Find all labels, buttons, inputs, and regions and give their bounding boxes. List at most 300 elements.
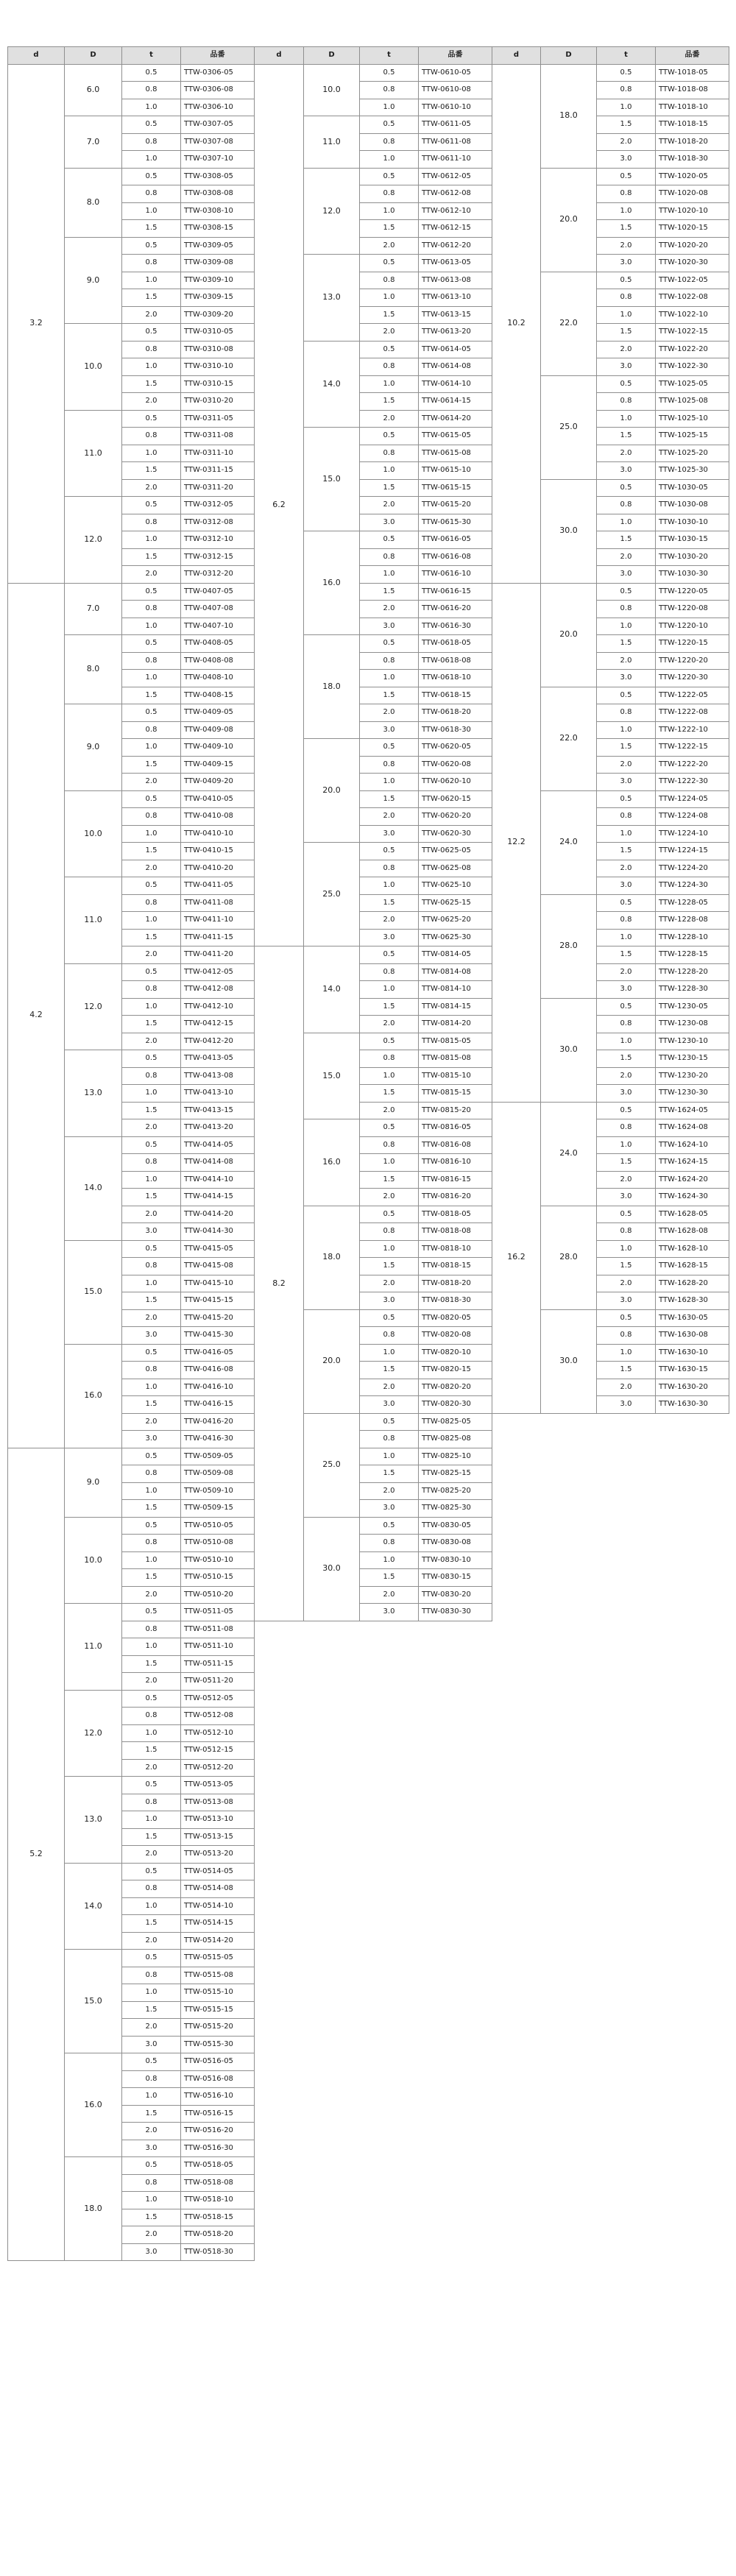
part-number-cell: TTW-0409-20 [181, 774, 255, 791]
part-number-cell: TTW-0312-08 [181, 514, 255, 531]
thickness-cell: 1.5 [122, 2105, 181, 2123]
part-number-cell: TTW-0415-05 [181, 1240, 255, 1258]
spec-table-3 [492, 46, 729, 1414]
part-number-cell: TTW-0818-05 [419, 1206, 492, 1223]
part-number-cell: TTW-1030-20 [656, 548, 729, 566]
outer-diameter-cell: 28.0 [541, 894, 597, 998]
part-number-cell: TTW-0618-08 [419, 652, 492, 670]
thickness-cell: 0.5 [360, 1517, 419, 1535]
thickness-cell: 1.5 [122, 1102, 181, 1119]
thickness-cell: 0.8 [360, 1327, 419, 1345]
thickness-cell: 0.5 [597, 998, 656, 1016]
part-number-cell: TTW-0412-15 [181, 1016, 255, 1033]
thickness-cell: 0.5 [122, 237, 181, 255]
thickness-cell: 1.0 [122, 1171, 181, 1189]
thickness-cell: 0.8 [122, 1708, 181, 1725]
thickness-cell: 0.5 [360, 64, 419, 82]
thickness-cell: 1.5 [122, 1915, 181, 1933]
outer-diameter-cell: 15.0 [65, 1240, 122, 1344]
thickness-cell: 0.5 [122, 410, 181, 428]
thickness-cell: 1.0 [122, 1897, 181, 1915]
thickness-cell: 3.0 [597, 774, 656, 791]
thickness-cell: 1.0 [597, 306, 656, 324]
thickness-cell: 1.5 [597, 428, 656, 445]
part-number-cell: TTW-0412-08 [181, 981, 255, 999]
thickness-cell: 0.5 [122, 1777, 181, 1794]
part-number-cell: TTW-0815-05 [419, 1033, 492, 1050]
part-number-cell: TTW-0610-10 [419, 99, 492, 116]
part-number-cell: TTW-1020-30 [656, 255, 729, 272]
part-number-cell: TTW-1022-08 [656, 289, 729, 307]
thickness-cell: 0.8 [122, 1067, 181, 1085]
part-number-cell: TTW-0415-08 [181, 1258, 255, 1275]
thickness-cell: 3.0 [597, 151, 656, 169]
part-number-cell: TTW-0410-05 [181, 790, 255, 808]
thickness-cell: 2.0 [360, 912, 419, 930]
part-number-cell: TTW-0815-15 [419, 1085, 492, 1103]
thickness-cell: 0.8 [360, 548, 419, 566]
thickness-cell: 1.0 [360, 99, 419, 116]
part-number-cell: TTW-0815-20 [419, 1102, 492, 1119]
part-number-cell: TTW-0614-05 [419, 341, 492, 358]
thickness-cell: 3.0 [122, 2036, 181, 2053]
part-number-cell: TTW-0614-15 [419, 393, 492, 411]
part-number-cell: TTW-0615-05 [419, 428, 492, 445]
thickness-cell: 0.8 [597, 1016, 656, 1033]
thickness-cell: 2.0 [122, 2019, 181, 2037]
part-number-cell: TTW-0511-15 [181, 1655, 255, 1673]
part-number-cell: TTW-1222-05 [656, 687, 729, 704]
thickness-cell: 1.0 [360, 375, 419, 393]
outer-diameter-cell: 28.0 [541, 1206, 597, 1309]
thickness-cell: 0.8 [122, 652, 181, 670]
thickness-cell: 2.0 [360, 1275, 419, 1292]
outer-diameter-cell: 12.0 [304, 168, 360, 255]
thickness-cell: 2.0 [597, 341, 656, 358]
outer-diameter-cell: 24.0 [541, 790, 597, 894]
thickness-cell: 1.0 [360, 1154, 419, 1172]
outer-diameter-cell: 22.0 [541, 272, 597, 375]
part-number-cell: TTW-0411-20 [181, 946, 255, 964]
thickness-cell: 2.0 [360, 497, 419, 514]
part-number-cell: TTW-1018-20 [656, 133, 729, 151]
outer-diameter-cell: 14.0 [304, 341, 360, 428]
part-number-cell: TTW-0414-05 [181, 1136, 255, 1154]
table-row [255, 64, 492, 82]
part-number-cell: TTW-1020-20 [656, 237, 729, 255]
thickness-cell: 2.0 [597, 548, 656, 566]
thickness-cell: 1.0 [122, 358, 181, 376]
part-number-cell: TTW-0818-10 [419, 1240, 492, 1258]
thickness-cell: 1.5 [360, 1465, 419, 1483]
thickness-cell: 2.0 [597, 1067, 656, 1085]
thickness-cell: 0.8 [597, 82, 656, 99]
part-number-cell: TTW-0511-20 [181, 1673, 255, 1691]
thickness-cell: 0.5 [122, 877, 181, 895]
column-header-thickness: t [360, 47, 419, 65]
part-number-cell: TTW-0830-20 [419, 1586, 492, 1604]
part-number-cell: TTW-1630-30 [656, 1396, 729, 1414]
thickness-cell: 1.5 [360, 790, 419, 808]
part-number-cell: TTW-1628-05 [656, 1206, 729, 1223]
outer-diameter-cell: 9.0 [65, 704, 122, 791]
column-header-part-number: 品番 [419, 47, 492, 65]
thickness-cell: 3.0 [360, 618, 419, 635]
part-number-cell: TTW-0409-15 [181, 756, 255, 774]
thickness-cell: 2.0 [597, 133, 656, 151]
outer-diameter-cell: 25.0 [541, 375, 597, 479]
outer-diameter-cell: 12.0 [65, 497, 122, 584]
part-number-cell: TTW-0414-30 [181, 1223, 255, 1241]
thickness-cell: 1.0 [122, 272, 181, 289]
thickness-cell: 2.0 [122, 774, 181, 791]
thickness-cell: 0.5 [122, 1950, 181, 1967]
part-number-cell: TTW-1025-08 [656, 393, 729, 411]
thickness-cell: 2.0 [597, 1171, 656, 1189]
thickness-cell: 3.0 [597, 981, 656, 999]
part-number-cell: TTW-0310-08 [181, 341, 255, 358]
part-number-cell: TTW-0514-20 [181, 1932, 255, 1950]
column-header-inner-diameter: d [492, 47, 541, 65]
thickness-cell: 1.0 [122, 1811, 181, 1829]
part-number-cell: TTW-0307-08 [181, 133, 255, 151]
part-number-cell: TTW-0510-20 [181, 1586, 255, 1604]
thickness-cell: 1.0 [360, 1240, 419, 1258]
part-number-cell: TTW-0510-10 [181, 1551, 255, 1569]
thickness-cell: 2.0 [122, 946, 181, 964]
thickness-cell: 0.5 [122, 64, 181, 82]
thickness-cell: 0.5 [122, 790, 181, 808]
thickness-cell: 1.0 [597, 825, 656, 843]
thickness-cell: 3.0 [597, 1085, 656, 1103]
outer-diameter-cell: 9.0 [65, 1448, 122, 1517]
part-number-cell: TTW-0814-15 [419, 998, 492, 1016]
thickness-cell: 0.8 [122, 428, 181, 445]
part-number-cell: TTW-0307-05 [181, 116, 255, 134]
part-number-cell: TTW-0511-08 [181, 1621, 255, 1638]
thickness-cell: 0.5 [360, 1206, 419, 1223]
part-number-cell: TTW-0416-20 [181, 1413, 255, 1431]
part-number-cell: TTW-1030-15 [656, 531, 729, 549]
thickness-cell: 1.5 [597, 946, 656, 964]
thickness-cell: 1.5 [122, 1655, 181, 1673]
part-number-cell: TTW-0615-08 [419, 445, 492, 462]
thickness-cell: 0.8 [597, 1223, 656, 1241]
part-number-cell: TTW-0514-10 [181, 1897, 255, 1915]
thickness-cell: 0.8 [360, 652, 419, 670]
part-number-cell: TTW-0413-10 [181, 1085, 255, 1103]
thickness-cell: 1.5 [122, 1828, 181, 1846]
outer-diameter-cell: 8.0 [65, 168, 122, 237]
thickness-cell: 3.0 [597, 670, 656, 687]
thickness-cell: 1.0 [597, 99, 656, 116]
part-number-cell: TTW-0516-15 [181, 2105, 255, 2123]
header-row [255, 47, 492, 65]
part-number-cell: TTW-0618-30 [419, 721, 492, 739]
thickness-cell: 0.5 [597, 272, 656, 289]
thickness-cell: 0.8 [122, 2174, 181, 2192]
part-number-cell: TTW-0820-30 [419, 1396, 492, 1414]
thickness-cell: 0.5 [122, 1517, 181, 1535]
part-number-cell: TTW-0414-20 [181, 1206, 255, 1223]
part-number-cell: TTW-0625-30 [419, 929, 492, 946]
thickness-cell: 2.0 [122, 1413, 181, 1431]
column-header-outer-diameter: D [65, 47, 122, 65]
part-number-cell: TTW-1630-08 [656, 1327, 729, 1345]
thickness-cell: 1.5 [122, 843, 181, 860]
thickness-cell: 1.0 [122, 2088, 181, 2106]
thickness-cell: 2.0 [597, 1275, 656, 1292]
part-number-cell: TTW-0513-10 [181, 1811, 255, 1829]
thickness-cell: 3.0 [122, 2243, 181, 2261]
part-number-cell: TTW-1025-05 [656, 375, 729, 393]
thickness-cell: 0.5 [122, 497, 181, 514]
part-number-cell: TTW-1018-08 [656, 82, 729, 99]
part-number-cell: TTW-0309-08 [181, 255, 255, 272]
thickness-cell: 1.5 [122, 1189, 181, 1206]
thickness-cell: 0.8 [597, 704, 656, 722]
part-number-cell: TTW-0415-10 [181, 1275, 255, 1292]
part-number-cell: TTW-0409-08 [181, 721, 255, 739]
part-number-cell: TTW-0309-10 [181, 272, 255, 289]
thickness-cell: 1.5 [360, 998, 419, 1016]
table-row [492, 64, 729, 82]
thickness-cell: 0.5 [122, 2157, 181, 2175]
outer-diameter-cell: 13.0 [65, 1050, 122, 1137]
thickness-cell: 1.0 [122, 151, 181, 169]
part-number-cell: TTW-0308-05 [181, 168, 255, 185]
part-number-cell: TTW-0416-15 [181, 1396, 255, 1414]
outer-diameter-cell: 20.0 [304, 739, 360, 843]
thickness-cell: 2.0 [122, 1033, 181, 1050]
thickness-cell: 3.0 [597, 1292, 656, 1310]
thickness-cell: 0.5 [360, 739, 419, 757]
part-number-cell: TTW-0830-10 [419, 1551, 492, 1569]
thickness-cell: 0.5 [597, 64, 656, 82]
header-row [8, 47, 255, 65]
thickness-cell: 1.0 [597, 514, 656, 531]
thickness-cell: 0.8 [360, 1136, 419, 1154]
part-number-cell: TTW-0818-30 [419, 1292, 492, 1310]
thickness-cell: 0.5 [122, 1863, 181, 1880]
part-number-cell: TTW-0413-05 [181, 1050, 255, 1068]
thickness-cell: 0.5 [122, 963, 181, 981]
part-number-cell: TTW-0816-08 [419, 1136, 492, 1154]
thickness-cell: 0.5 [597, 894, 656, 912]
thickness-cell: 3.0 [597, 1396, 656, 1414]
part-number-cell: TTW-0415-20 [181, 1309, 255, 1327]
thickness-cell: 1.5 [597, 116, 656, 134]
thickness-cell: 3.0 [360, 721, 419, 739]
thickness-cell: 1.5 [360, 583, 419, 601]
thickness-cell: 0.8 [597, 912, 656, 930]
thickness-cell: 2.0 [360, 601, 419, 618]
part-number-cell: TTW-0512-08 [181, 1708, 255, 1725]
part-number-cell: TTW-0814-10 [419, 981, 492, 999]
thickness-cell: 0.8 [122, 1154, 181, 1172]
thickness-cell: 0.8 [122, 894, 181, 912]
part-number-cell: TTW-0610-08 [419, 82, 492, 99]
part-number-cell: TTW-1228-30 [656, 981, 729, 999]
part-number-cell: TTW-0311-10 [181, 445, 255, 462]
outer-diameter-cell: 24.0 [541, 1102, 597, 1206]
part-number-cell: TTW-0818-08 [419, 1223, 492, 1241]
thickness-cell: 0.8 [122, 82, 181, 99]
part-number-cell: TTW-0310-15 [181, 375, 255, 393]
thickness-cell: 0.8 [122, 1621, 181, 1638]
part-number-cell: TTW-0618-10 [419, 670, 492, 687]
thickness-cell: 1.0 [122, 1275, 181, 1292]
thickness-cell: 2.0 [122, 2123, 181, 2140]
part-number-cell: TTW-1220-10 [656, 618, 729, 635]
part-number-cell: TTW-0509-10 [181, 1482, 255, 1500]
thickness-cell: 2.0 [122, 2226, 181, 2244]
thickness-cell: 0.8 [122, 1967, 181, 1984]
thickness-cell: 3.0 [360, 929, 419, 946]
thickness-cell: 0.5 [360, 1309, 419, 1327]
thickness-cell: 2.0 [360, 1189, 419, 1206]
part-number-cell: TTW-0518-30 [181, 2243, 255, 2261]
outer-diameter-cell: 10.0 [304, 64, 360, 116]
part-number-cell: TTW-1628-15 [656, 1258, 729, 1275]
outer-diameter-cell: 11.0 [65, 1604, 122, 1691]
part-number-cell: TTW-1222-20 [656, 756, 729, 774]
thickness-cell: 2.0 [122, 1119, 181, 1137]
part-number-cell: TTW-0830-08 [419, 1535, 492, 1552]
table-row [8, 1448, 255, 1465]
part-number-cell: TTW-0815-10 [419, 1067, 492, 1085]
part-number-cell: TTW-0510-05 [181, 1517, 255, 1535]
part-number-cell: TTW-0312-10 [181, 531, 255, 549]
part-number-cell: TTW-0515-08 [181, 1967, 255, 1984]
part-number-cell: TTW-1222-10 [656, 721, 729, 739]
part-number-cell: TTW-0512-15 [181, 1742, 255, 1760]
thickness-cell: 1.5 [122, 548, 181, 566]
part-number-cell: TTW-0618-20 [419, 704, 492, 722]
thickness-cell: 1.0 [122, 1482, 181, 1500]
thickness-cell: 1.5 [597, 843, 656, 860]
part-number-cell: TTW-0413-20 [181, 1119, 255, 1137]
part-number-cell: TTW-0820-20 [419, 1379, 492, 1396]
thickness-cell: 0.8 [360, 1431, 419, 1448]
thickness-cell: 2.0 [597, 860, 656, 877]
part-number-cell: TTW-0825-10 [419, 1448, 492, 1465]
thickness-cell: 0.5 [360, 168, 419, 185]
thickness-cell: 0.5 [360, 255, 419, 272]
column-header-part-number: 品番 [181, 47, 255, 65]
column-header-inner-diameter: d [255, 47, 304, 65]
part-number-cell: TTW-0620-20 [419, 808, 492, 826]
thickness-cell: 3.0 [597, 358, 656, 376]
part-number-cell: TTW-0618-05 [419, 635, 492, 653]
outer-diameter-cell: 18.0 [304, 1206, 360, 1309]
thickness-cell: 1.0 [597, 1240, 656, 1258]
part-number-cell: TTW-0414-08 [181, 1154, 255, 1172]
thickness-cell: 1.5 [360, 1171, 419, 1189]
part-number-cell: TTW-0308-10 [181, 202, 255, 220]
inner-diameter-cell: 8.2 [255, 946, 304, 1621]
thickness-cell: 3.0 [360, 1292, 419, 1310]
table-row [492, 583, 729, 601]
thickness-cell: 2.0 [360, 1102, 419, 1119]
part-number-cell: TTW-0610-05 [419, 64, 492, 82]
thickness-cell: 0.8 [597, 497, 656, 514]
part-number-cell: TTW-0412-10 [181, 998, 255, 1016]
part-number-cell: TTW-0615-20 [419, 497, 492, 514]
column-header-thickness: t [122, 47, 181, 65]
part-number-cell: TTW-1228-08 [656, 912, 729, 930]
part-number-cell: TTW-0511-10 [181, 1638, 255, 1656]
thickness-cell: 0.5 [597, 790, 656, 808]
thickness-cell: 0.8 [597, 601, 656, 618]
part-number-cell: TTW-0408-10 [181, 670, 255, 687]
thickness-cell: 1.5 [122, 2209, 181, 2226]
thickness-cell: 0.5 [122, 1604, 181, 1621]
part-number-cell: TTW-1624-08 [656, 1119, 729, 1137]
thickness-cell: 0.5 [597, 168, 656, 185]
thickness-cell: 0.5 [597, 1102, 656, 1119]
outer-diameter-cell: 25.0 [304, 843, 360, 946]
thickness-cell: 2.0 [122, 1309, 181, 1327]
outer-diameter-cell: 22.0 [541, 687, 597, 790]
thickness-cell: 1.5 [122, 1396, 181, 1414]
thickness-cell: 1.5 [122, 1292, 181, 1310]
part-number-cell: TTW-1228-15 [656, 946, 729, 964]
thickness-cell: 1.0 [122, 670, 181, 687]
inner-diameter-cell: 6.2 [255, 64, 304, 946]
part-number-cell: TTW-0311-05 [181, 410, 255, 428]
outer-diameter-cell: 20.0 [541, 583, 597, 687]
part-number-cell: TTW-0620-10 [419, 774, 492, 791]
part-number-cell: TTW-0613-20 [419, 324, 492, 342]
thickness-cell: 0.5 [122, 1690, 181, 1708]
thickness-cell: 0.5 [122, 635, 181, 653]
part-number-cell: TTW-1018-30 [656, 151, 729, 169]
thickness-cell: 0.5 [360, 116, 419, 134]
part-number-cell: TTW-1220-30 [656, 670, 729, 687]
part-number-cell: TTW-0616-30 [419, 618, 492, 635]
inner-diameter-cell: 10.2 [492, 64, 541, 583]
thickness-cell: 1.5 [597, 635, 656, 653]
thickness-cell: 0.5 [597, 479, 656, 497]
thickness-cell: 0.8 [122, 808, 181, 826]
column-header-outer-diameter: D [541, 47, 597, 65]
part-number-cell: TTW-1020-05 [656, 168, 729, 185]
thickness-cell: 1.5 [122, 1742, 181, 1760]
part-number-cell: TTW-0407-05 [181, 583, 255, 601]
part-number-cell: TTW-0815-08 [419, 1050, 492, 1068]
thickness-cell: 0.8 [360, 756, 419, 774]
part-number-cell: TTW-0509-15 [181, 1500, 255, 1518]
part-number-cell: TTW-1224-15 [656, 843, 729, 860]
part-number-cell: TTW-0513-08 [181, 1794, 255, 1811]
part-number-cell: TTW-0415-15 [181, 1292, 255, 1310]
part-number-cell: TTW-0510-15 [181, 1569, 255, 1587]
thickness-cell: 1.0 [597, 721, 656, 739]
part-number-cell: TTW-0511-05 [181, 1604, 255, 1621]
thickness-cell: 0.5 [122, 168, 181, 185]
thickness-cell: 1.5 [122, 220, 181, 238]
thickness-cell: 3.0 [360, 1396, 419, 1414]
part-number-cell: TTW-0311-15 [181, 462, 255, 480]
part-number-cell: TTW-1224-20 [656, 860, 729, 877]
thickness-cell: 1.0 [360, 1448, 419, 1465]
part-number-cell: TTW-1020-15 [656, 220, 729, 238]
thickness-cell: 0.8 [122, 1465, 181, 1483]
part-number-cell: TTW-1025-30 [656, 462, 729, 480]
part-number-cell: TTW-1628-08 [656, 1223, 729, 1241]
table-row [492, 1102, 729, 1119]
